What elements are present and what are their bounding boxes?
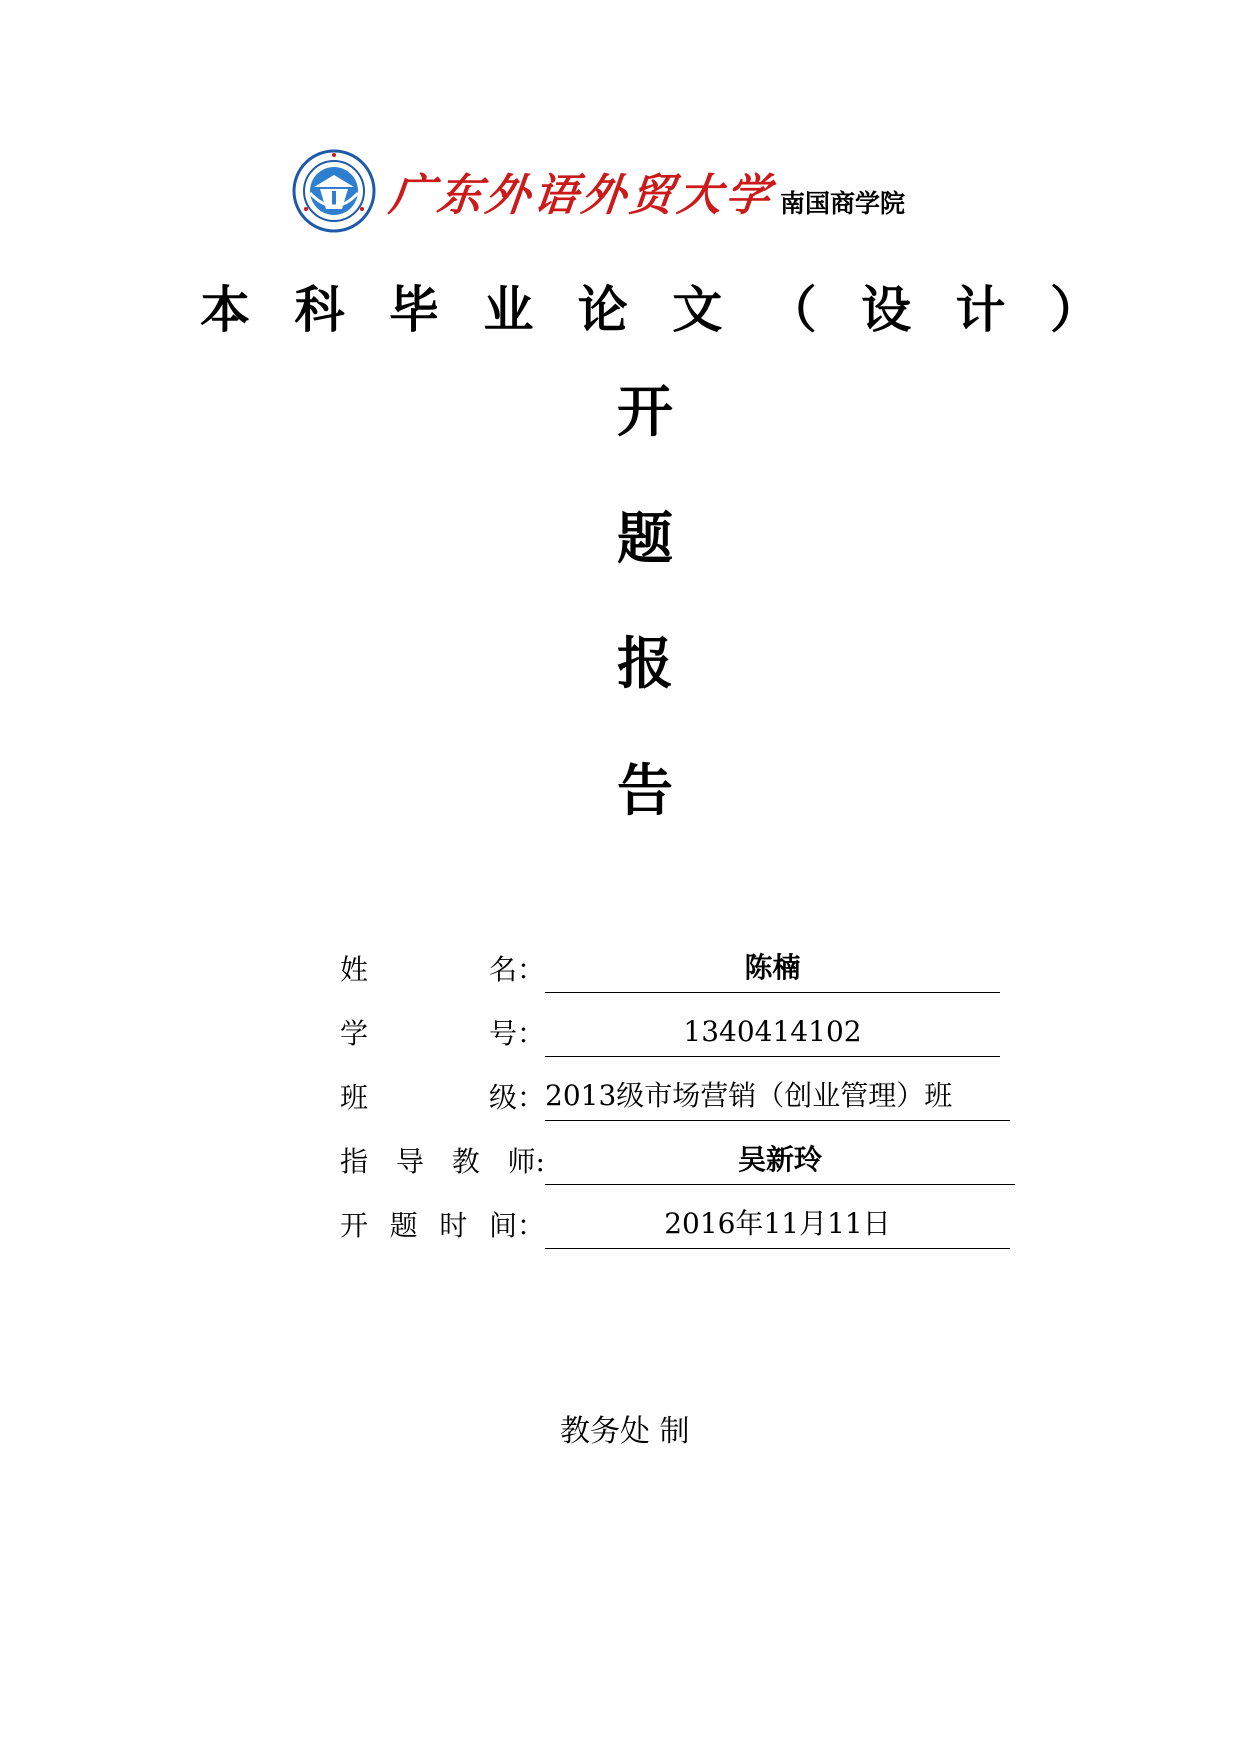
- label-char: 题: [389, 1209, 418, 1242]
- report-title-char: 报: [617, 632, 673, 697]
- label-char: 师:: [507, 1145, 545, 1178]
- report-title-char: 告: [617, 759, 673, 824]
- label-char: 级：: [488, 1081, 545, 1114]
- title-char: 业: [483, 281, 534, 339]
- label-char: 教: [451, 1145, 480, 1178]
- class-field: [545, 1076, 1010, 1121]
- advisor-field: [545, 1140, 1015, 1185]
- label-char: 指: [340, 1145, 369, 1178]
- report-title-char: 题: [617, 507, 673, 572]
- title-char: 论: [577, 281, 628, 339]
- label-char: 间：: [488, 1209, 545, 1242]
- label-char: 姓: [340, 953, 369, 986]
- university-emblem-icon: [292, 149, 376, 233]
- class-value: 2013级市场营销（创业管理）班: [545, 1079, 953, 1112]
- title-char: 文: [672, 281, 723, 339]
- student-id-label: [340, 1012, 545, 1056]
- title-char: 毕: [388, 281, 439, 339]
- date-label: [340, 1204, 545, 1248]
- issuer-footer: 教务处 制: [560, 1414, 690, 1449]
- date-value: 2016年11月11日: [664, 1207, 891, 1240]
- label-char: 导: [395, 1145, 424, 1178]
- label-char: 名：: [488, 953, 545, 986]
- label-char: 号：: [488, 1017, 545, 1050]
- thesis-title: [200, 280, 1100, 340]
- name-value: 陈楠: [744, 951, 801, 984]
- title-char: 科: [294, 281, 345, 339]
- student-id-field: [545, 1012, 1000, 1057]
- student-id-value: 1340414102: [683, 1015, 862, 1048]
- title-char: （: [766, 281, 817, 339]
- report-title-char: 开: [617, 380, 673, 445]
- advisor-value: 吴新玲: [737, 1143, 822, 1176]
- title-char: 设: [861, 281, 912, 339]
- name-field: [545, 948, 1000, 993]
- university-name: 广东外语外贸大学: [386, 170, 777, 221]
- label-char: 时: [439, 1209, 468, 1242]
- label-char: 开: [340, 1209, 369, 1242]
- college-name: 南国商学院: [780, 189, 906, 218]
- advisor-label: [340, 1140, 545, 1184]
- label-char: 学: [340, 1017, 369, 1050]
- class-label: [340, 1076, 545, 1120]
- date-field: [545, 1204, 1010, 1249]
- label-char: 班: [340, 1081, 369, 1114]
- title-char: 计: [955, 281, 1006, 339]
- title-char: ）: [1049, 281, 1100, 339]
- title-char: 本: [200, 281, 250, 339]
- university-header: [292, 148, 905, 234]
- name-label: [340, 948, 545, 992]
